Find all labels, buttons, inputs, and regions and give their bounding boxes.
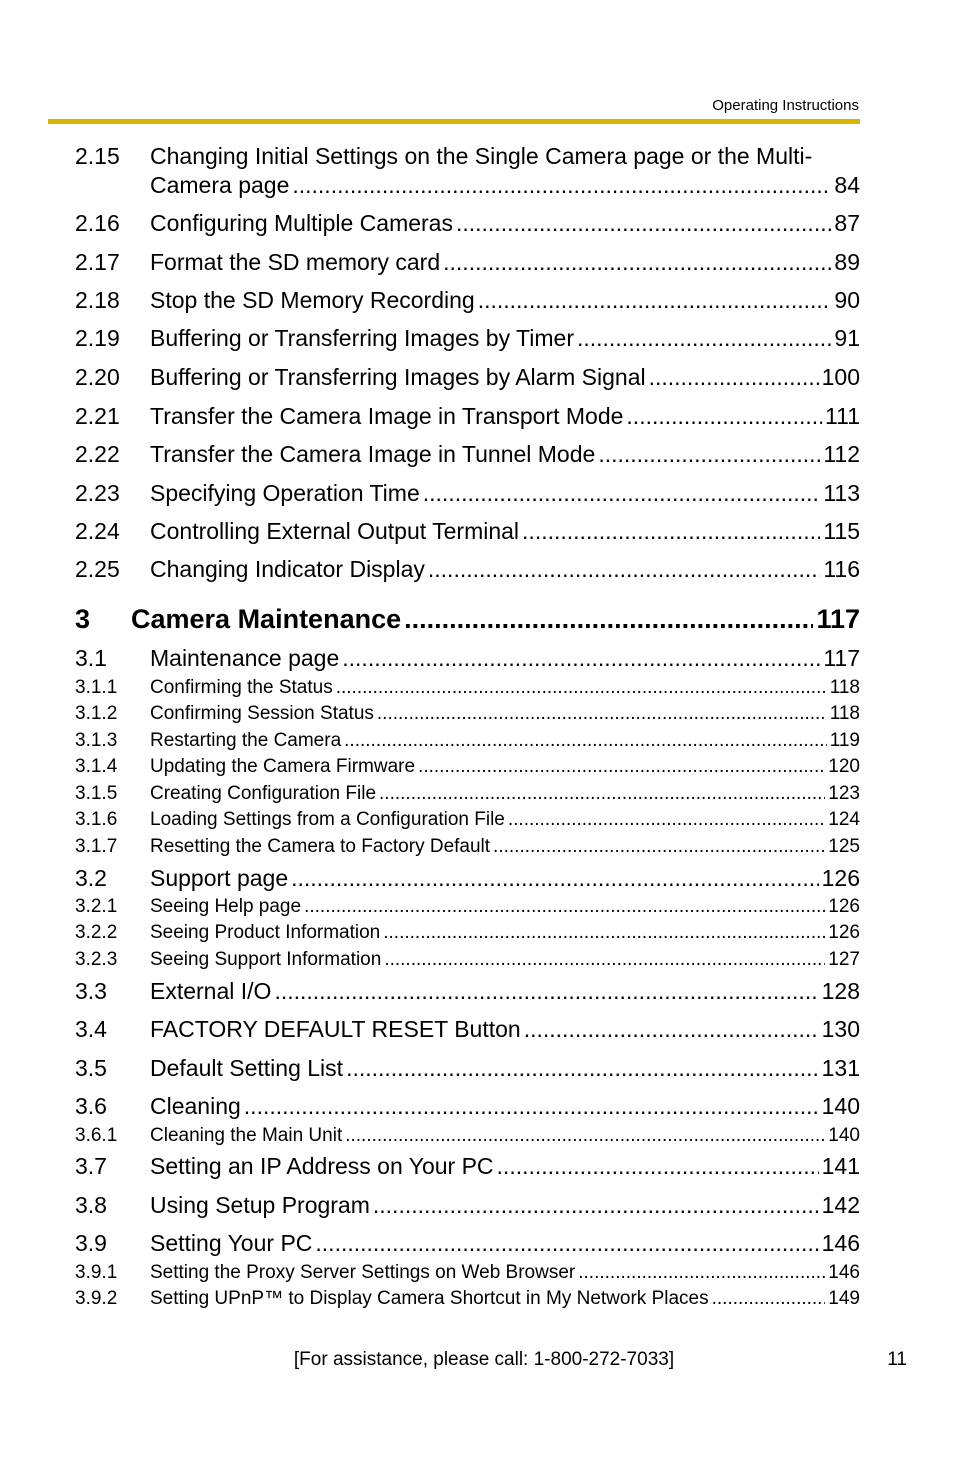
toc-entry-number: 3.9.2 [75, 1288, 118, 1309]
toc-entry-number: 2.25 [75, 556, 120, 582]
toc-entry-title: Confirming the Status [150, 677, 333, 698]
toc-entry[interactable] [75, 441, 860, 468]
header-label: Operating Instructions [712, 97, 859, 114]
toc-entry-page: 130 [821, 1016, 860, 1042]
toc-entry-page: 142 [821, 1192, 860, 1218]
toc-entry-title: Seeing Support Information [150, 949, 382, 970]
toc-entry-page: 118 [829, 703, 860, 724]
toc-entry-page: 146 [821, 1230, 860, 1256]
toc-entry-title: FACTORY DEFAULT RESET Button [150, 1016, 521, 1042]
toc-leader-dots [423, 480, 821, 507]
toc-entry[interactable] [75, 809, 860, 831]
toc-entry-page: 87 [834, 210, 860, 236]
toc-entry-number: 2.24 [75, 518, 120, 544]
footer-assistance: [For assistance, please call: 1-800-272-7033] [293, 1349, 675, 1370]
toc-entry[interactable] [75, 143, 860, 170]
toc-entry[interactable] [75, 287, 860, 314]
toc-leader-dots [373, 1192, 819, 1219]
toc-entry-title: Support page [150, 865, 289, 891]
toc-entry-page: 112 [823, 441, 860, 467]
toc-entry-title: Restarting the Camera [150, 730, 342, 751]
toc-leader-dots [344, 730, 827, 752]
toc-leader-dots [244, 1093, 819, 1120]
toc-entry[interactable] [75, 865, 860, 892]
toc-entry-title: Configuring Multiple Cameras [150, 210, 453, 236]
toc-entry[interactable] [75, 364, 860, 391]
toc-entry[interactable] [75, 403, 860, 430]
toc-leader-dots [577, 325, 831, 352]
toc-entry[interactable] [75, 730, 860, 752]
toc-entry-page: 119 [829, 730, 860, 751]
toc-entry-page: 128 [821, 978, 860, 1004]
toc-entry-page: 146 [828, 1262, 860, 1283]
toc-entry[interactable] [75, 1125, 860, 1147]
toc-entry-page: 116 [823, 556, 860, 582]
toc-entry[interactable] [75, 1192, 860, 1219]
toc-entry-number: 3.7 [75, 1153, 107, 1179]
toc-entry-number: 3.2 [75, 865, 107, 891]
toc-entry-page: 126 [821, 865, 860, 891]
toc-entry-number: 2.15 [75, 143, 120, 169]
toc-entry-title: Default Setting List [150, 1055, 344, 1081]
toc-entry[interactable] [75, 645, 860, 672]
toc-leader-dots [649, 364, 819, 391]
toc-entry-page: 131 [821, 1055, 860, 1081]
toc-entry-page: 90 [834, 287, 860, 313]
toc-entry-title: Cleaning the Main Unit [150, 1125, 343, 1146]
toc-leader-dots [478, 287, 832, 314]
toc-leader-dots [404, 604, 813, 635]
toc-entry-page: 126 [828, 922, 860, 943]
toc-entry-page: 117 [816, 604, 860, 634]
toc-entry[interactable] [75, 1055, 860, 1082]
toc-entry[interactable] [75, 1016, 860, 1043]
toc-entry[interactable] [75, 783, 860, 805]
toc-entry-number: 3.3 [75, 978, 107, 1004]
toc-entry-title: Transfer the Camera Image in Transport Mode [150, 403, 624, 429]
toc-entry-number: 3.2.2 [75, 922, 118, 943]
toc-leader-dots [379, 783, 825, 805]
toc-entry-title: Changing Indicator Display [150, 556, 425, 582]
toc-entry-number: 3.2.3 [75, 949, 118, 970]
toc-entry[interactable] [75, 703, 860, 725]
toc-entry[interactable] [75, 556, 860, 583]
toc-entry-page: 123 [828, 783, 860, 804]
toc-entry-title: Creating Configuration File [150, 783, 377, 804]
toc-entry-page: 115 [823, 518, 860, 544]
toc-entry[interactable] [75, 325, 860, 352]
toc-leader-dots [493, 836, 825, 858]
toc-entry-page: 113 [823, 480, 860, 506]
toc-entry-number: 2.17 [75, 249, 120, 275]
toc-entry-title: Confirming Session Status [150, 703, 374, 724]
toc-entry-number: 3.6 [75, 1093, 107, 1119]
toc-leader-dots [346, 1055, 819, 1082]
toc-entry-page: 140 [821, 1093, 860, 1119]
toc-leader-dots [456, 210, 831, 237]
toc-leader-dots [712, 1288, 826, 1310]
toc-entry[interactable] [75, 836, 860, 858]
toc-entry-number: 3.1.2 [75, 703, 118, 724]
toc-entry-number: 3.5 [75, 1055, 107, 1081]
toc-leader-dots [291, 865, 819, 892]
toc-entry-page: 118 [829, 677, 860, 698]
toc-chapter-entry[interactable] [75, 604, 860, 635]
toc-entry-page: 89 [834, 249, 860, 275]
toc-leader-dots [384, 949, 825, 971]
toc-entry[interactable] [75, 1288, 860, 1310]
toc-entry-number: 2.22 [75, 441, 120, 467]
toc-entry-page: 125 [828, 836, 860, 857]
toc-entry-number: 2.19 [75, 325, 120, 351]
toc-entry-number: 3.1.4 [75, 756, 118, 777]
toc-entry[interactable] [75, 1230, 860, 1257]
toc-entry[interactable] [75, 249, 860, 276]
toc-entry-number: 2.23 [75, 480, 120, 506]
toc-entry-page: 117 [823, 645, 860, 671]
toc-entry-number: 3.4 [75, 1016, 107, 1042]
toc-entry-page: 124 [828, 809, 860, 830]
toc-entry-number: 2.18 [75, 287, 120, 313]
toc-leader-dots [345, 1125, 825, 1147]
toc-entry-page: 100 [821, 364, 860, 390]
toc-entry-number: 3.1 [75, 645, 107, 671]
toc-leader-dots [342, 645, 820, 672]
toc-leader-dots [304, 896, 825, 918]
toc-entry-number: 3.6.1 [75, 1125, 118, 1146]
toc-entry-number: 3.1.3 [75, 730, 118, 751]
toc-entry[interactable] [75, 480, 860, 507]
toc-entry-title: Buffering or Transferring Images by Alarm Signal [150, 364, 646, 390]
toc-entry-title: Transfer the Camera Image in Tunnel Mode [150, 441, 596, 467]
toc-entry-number: 2.16 [75, 210, 120, 236]
toc-entry-page: 111 [825, 403, 860, 429]
toc-entry-title: Setting the Proxy Server Settings on Web Browser [150, 1262, 576, 1283]
toc-entry[interactable] [75, 922, 860, 944]
toc-leader-dots [524, 1016, 819, 1043]
toc-leader-dots [598, 441, 820, 468]
toc-entry[interactable] [75, 756, 860, 778]
toc-entry[interactable] [75, 949, 860, 971]
toc-entry[interactable] [75, 518, 860, 545]
toc-entry-page: 140 [828, 1125, 860, 1146]
toc-entry-title: Maintenance page [150, 645, 340, 671]
toc-leader-dots [443, 249, 831, 276]
toc-entry-page: 149 [828, 1288, 860, 1309]
toc-leader-dots [274, 978, 818, 1005]
toc-entry-number: 3.1.6 [75, 809, 118, 830]
toc-entry-number: 3.2.1 [75, 896, 118, 917]
toc-entry-title-cont: Camera page [150, 172, 290, 198]
toc-entry-page: 127 [828, 949, 860, 970]
toc-entry[interactable] [75, 1153, 860, 1180]
toc-entry-title: Buffering or Transferring Images by Timer [150, 325, 574, 351]
toc-entry-page: 126 [828, 896, 860, 917]
toc-leader-dots [418, 756, 825, 778]
toc-entry-number: 3 [75, 604, 91, 634]
toc-entry-title: Changing Initial Settings on the Single Camera page or the Multi- [150, 143, 813, 169]
toc-entry-number: 3.1.5 [75, 783, 118, 804]
toc-leader-dots [428, 556, 820, 583]
toc-entry-title: Controlling External Output Terminal [150, 518, 520, 544]
toc-entry[interactable] [75, 210, 860, 237]
toc-entry-number: 3.1.7 [75, 836, 118, 857]
toc-entry-title: Seeing Product Information [150, 922, 381, 943]
toc-leader-dots [626, 403, 822, 430]
toc-entry-number: 3.9 [75, 1230, 107, 1256]
toc-leader-dots [383, 922, 825, 944]
toc-leader-dots [377, 703, 827, 725]
toc-entry-title: Setting UPnP™ to Display Camera Shortcut in My Network Places [150, 1288, 709, 1309]
toc-entry[interactable] [75, 677, 860, 699]
toc-entry-number: 2.21 [75, 403, 120, 429]
toc-entry-number: 3.1.1 [75, 677, 118, 698]
toc-entry-title: Setting an IP Address on Your PC [150, 1153, 494, 1179]
toc-entry-number: 3.8 [75, 1192, 107, 1218]
toc-entry-title: Seeing Help page [150, 896, 302, 917]
toc-entry-number: 2.20 [75, 364, 120, 390]
toc-entry[interactable] [75, 896, 860, 918]
toc-leader-dots [522, 518, 820, 545]
toc-leader-dots [497, 1153, 819, 1180]
toc-leader-dots [578, 1262, 825, 1284]
toc-leader-dots [336, 677, 827, 699]
toc-leader-dots [315, 1230, 818, 1257]
header-rule [48, 119, 860, 124]
toc-entry-title: Updating the Camera Firmware [150, 756, 416, 777]
toc-entry-title: Using Setup Program [150, 1192, 370, 1218]
toc-entry-title: Cleaning [150, 1093, 241, 1119]
toc-entry[interactable] [75, 978, 860, 1005]
toc-leader-dots [292, 172, 831, 199]
toc-leader-dots [508, 809, 825, 831]
toc-entry-title: Camera Maintenance [131, 604, 402, 634]
toc-entry[interactable] [75, 1262, 860, 1284]
toc-entry-page: 91 [834, 325, 860, 351]
toc-entry-title: Stop the SD Memory Recording [150, 287, 475, 313]
toc-entry-page: 141 [821, 1153, 860, 1179]
toc-entry-title: Setting Your PC [150, 1230, 313, 1256]
toc-entry-page: 84 [834, 172, 860, 198]
toc-entry[interactable] [75, 1093, 860, 1120]
toc-entry-title: Specifying Operation Time [150, 480, 420, 506]
toc-entry-title: Loading Settings from a Configuration File [150, 809, 505, 830]
toc-entry-title: Format the SD memory card [150, 249, 441, 275]
toc-entry-continuation[interactable] [150, 172, 860, 199]
toc-entry-page: 120 [828, 756, 860, 777]
toc-entry-title: Resetting the Camera to Factory Default [150, 836, 491, 857]
toc-entry-title: External I/O [150, 978, 272, 1004]
footer-page-number: 11 [887, 1349, 907, 1370]
toc-entry-number: 3.9.1 [75, 1262, 118, 1283]
